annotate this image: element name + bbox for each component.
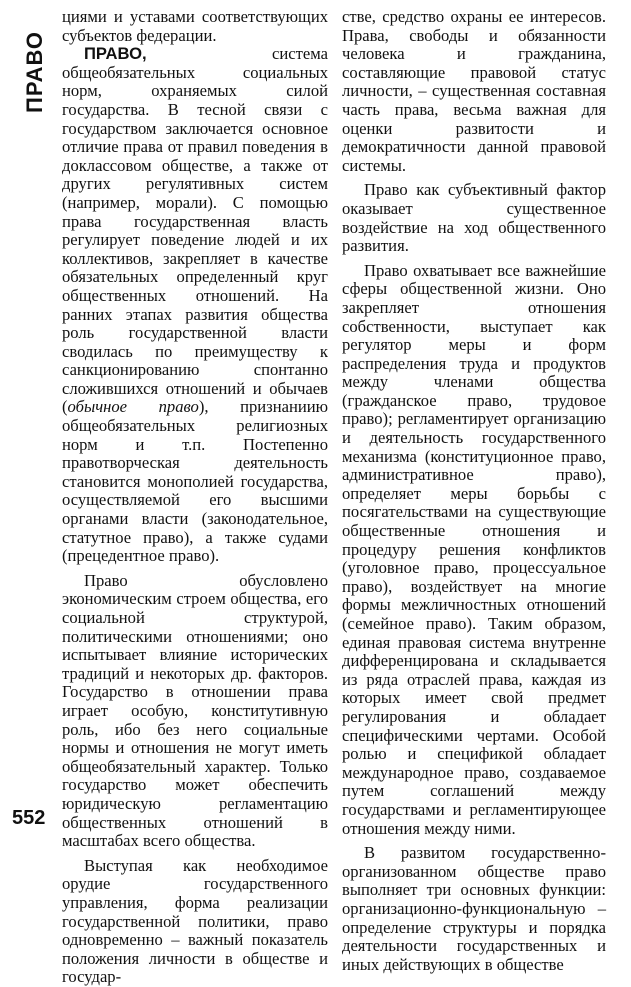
right-paragraph-4: В развитом государственно-организованном обществе право выполняет три основных функции: организационно-функциональную – определение структуры и порядка деятельности государственных и иных действующих в обществе bbox=[342, 843, 606, 974]
left-column bbox=[62, 8, 328, 987]
running-head bbox=[22, 12, 48, 132]
entry-headword: ПРАВО, bbox=[84, 44, 147, 64]
left-paragraph-3: Выступая как необходимое орудие государственного управления, форма реализации государственной политики, право одновременно – важный показатель положения личности в обществе и государ- bbox=[62, 855, 328, 987]
right-column bbox=[342, 8, 606, 974]
entry-italic-term: обычное право bbox=[67, 397, 199, 417]
right-continuation-paragraph: стве, средство охраны ее интересов. Права, свободы и обязанности человека и гражданина, составляющие правовой статус личности, – существенная составная часть права, весьма важная для оценки развитости и демократичности данной правовой системы. bbox=[342, 7, 606, 175]
entry-text-part2: ), признаниию общеобязательных религиозных норм и т.п. Постепенно правотворческая деятельность становится монополией государства, осуществляемой его высшими органами власти (законодательное, статутное право), а также судами (прецедентное право). bbox=[62, 397, 329, 566]
left-paragraph-2: Право обусловлено экономическим строем общества, его социальной структурой, политическими отношениями; оно испытывает влияние исторических традиций и некоторых др. факторов. Государство в отношении права играет особую, конститутивную роль, ибо без него социальные нормы и отношения не могут иметь общеобязательный характер. Только государство может обеспечить юридическую регламентацию общественных отношений в масштабах всего общества. bbox=[62, 570, 328, 851]
dictionary-entry-paragraph bbox=[62, 45, 328, 566]
left-continuation-paragraph: циями и уставами соответствующих субъектов федерации. bbox=[62, 7, 328, 45]
right-paragraph-3: Право охватывает все важнейшие сферы общественной жизни. Оно закрепляет отношения собственности, выступает как регулятор меры и форм распределения труда и продуктов между членами общества (гражданское право, трудовое право); регламентирует организацию и деятельность государственного механизма (конституционное право, административное право), определяет меры борьбы с посягательствами на существующие общественные отношения и процедуру решения конфликтов (уголовное право, процессуальное право), воздействует на многие формы межличностных отношений (семейное право). Таким образом, единая правовая система внутренне дифференцирована и складывается из ряда отраслей права, каждая из которых имеет свой предмет регулирования и обладает специфическими чертами. Особой ролью и спецификой обладает международное право, создаваемое путем соглашений между государствами и регламентирующее отношения между ними. bbox=[342, 260, 606, 838]
right-paragraph-2: Право как субъективный фактор оказывает существенное воздействие на ход общественного развития. bbox=[342, 180, 606, 256]
page-number: 552 bbox=[12, 807, 46, 829]
running-head-text: ПРАВО bbox=[22, 31, 47, 113]
entry-text-part1: система общеобязательных социальных норм, охраняемых силой государства. В тесной связи с государством заключается основное отличие права от правил поведения в доклассовом обществе, а также от других регулятивных систем (например, морали). С помощью права государственная власть регулирует поведение людей и их коллективов, закрепляет в качестве обязательных определенный круг общественных отношений. На ранних этапах развития общества роль государственной власти сводилась по преимуществу к санкционированию спонтанно сложившихся отношений и обычаев ( bbox=[62, 44, 328, 417]
